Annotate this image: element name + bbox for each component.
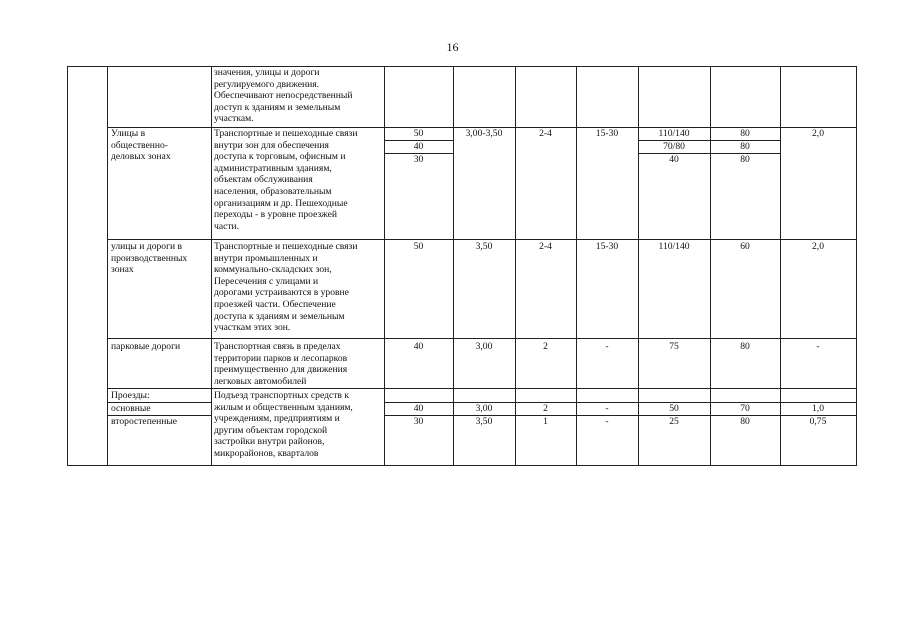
row4-sub1-sight: 70 — [740, 403, 750, 414]
row4-sub1-lanes: 2 — [543, 403, 548, 414]
row3-lane-width: 3,00 — [475, 341, 493, 352]
row3-name: парковые дороги — [111, 341, 181, 352]
column-divider — [107, 66, 108, 466]
row-divider — [107, 239, 857, 240]
row4-description: Подъезд транспортных средств к жилым и общественным зданиям, учреждениям, предприятиям и другим объектам городской застройки внутри районов, микрорайонов, кварталов — [214, 390, 353, 459]
row4-sub2-speed: 30 — [413, 416, 424, 427]
row4-name: Проезды: — [111, 390, 150, 401]
row2-lanes: 2-4 — [539, 241, 552, 252]
table-border-right — [856, 66, 857, 466]
row2-name: улицы и дороги в производственных зонах — [111, 241, 188, 276]
row1-name: Улицы в общественно- деловых зонах — [111, 128, 171, 163]
table-border-left — [67, 66, 68, 466]
row1-radius-2: 70/80 — [663, 141, 685, 152]
row1-sight-1: 80 — [740, 128, 750, 139]
row3-radius: 75 — [669, 341, 679, 352]
row1-sight-2: 80 — [740, 141, 750, 152]
table-border-bottom — [67, 465, 857, 466]
row0-description: значения, улицы и дороги регулируемого движения. Обеспечивают непосредственный доступ к зданиям и земельным участкам. — [214, 67, 353, 125]
table-border-top — [67, 66, 857, 67]
row4-sub1-speed: 40 — [413, 403, 424, 414]
row4-sub1-width: - — [605, 403, 609, 414]
row1-slope: 2,0 — [812, 128, 824, 139]
row3-width: - — [605, 341, 609, 352]
row4-sub2-width: - — [605, 416, 609, 427]
row4-sub1-radius: 50 — [669, 403, 679, 414]
row4-sub2-lane-width: 3,50 — [475, 416, 493, 427]
row2-speed: 50 — [413, 241, 424, 252]
row4-sub1-name: основные — [111, 403, 151, 414]
row3-slope: - — [816, 341, 820, 352]
row1-radius-3: 40 — [669, 154, 679, 165]
row2-description: Транспортные и пешеходные связи внутри промышленных и коммунально-складских зон, Пересечения с улицами и дорогами устраиваются в уровне проезжей части. Обеспечение доступа к зданиям и земельным участкам этих зон. — [214, 241, 358, 334]
row1-speed-2: 40 — [413, 141, 424, 152]
column-divider — [211, 66, 212, 466]
row4-sub2-radius: 25 — [669, 416, 679, 427]
row3-sight: 80 — [740, 341, 750, 352]
row3-description: Транспортная связь в пределах территории парков и лесопарков преимущественно для движения легковых автомобилей — [214, 341, 348, 387]
row1-speed-3: 30 — [413, 154, 424, 165]
row1-lanes: 2-4 — [539, 128, 552, 139]
row2-sight: 60 — [740, 241, 750, 252]
row4-sub2-name: второстепенные — [111, 416, 178, 427]
row4-sub2-lanes: 1 — [543, 416, 548, 427]
row3-lanes: 2 — [543, 341, 548, 352]
row2-width: 15-30 — [595, 241, 619, 252]
row2-slope: 2,0 — [812, 241, 824, 252]
row1-radius-1: 110/140 — [658, 128, 690, 139]
row2-lane-width: 3,50 — [475, 241, 493, 252]
row4-sub2-sight: 80 — [740, 416, 750, 427]
row4-sub2-slope: 0,75 — [809, 416, 827, 427]
row1-lane-width: 3,00-3,50 — [465, 128, 503, 139]
roads-table — [67, 66, 857, 466]
row2-radius: 110/140 — [658, 241, 690, 252]
row4-sub1-slope: 1,0 — [812, 403, 824, 414]
row1-description: Транспортные и пешеходные связи внутри зон для обеспечения доступа к торговым, офисным и административным зданиям, объектам обслуживания населения, образовательным организациям и др. Пешеходные переходы - в уровне проезжей части. — [214, 128, 358, 232]
row3-speed: 40 — [413, 341, 424, 352]
page-number: 16 — [446, 40, 459, 54]
row1-speed-1: 50 — [413, 128, 424, 139]
row1-sight-3: 80 — [740, 154, 750, 165]
row4-sub1-lane-width: 3,00 — [475, 403, 493, 414]
row-divider — [107, 388, 857, 389]
row1-width: 15-30 — [595, 128, 619, 139]
row-divider — [107, 338, 857, 339]
